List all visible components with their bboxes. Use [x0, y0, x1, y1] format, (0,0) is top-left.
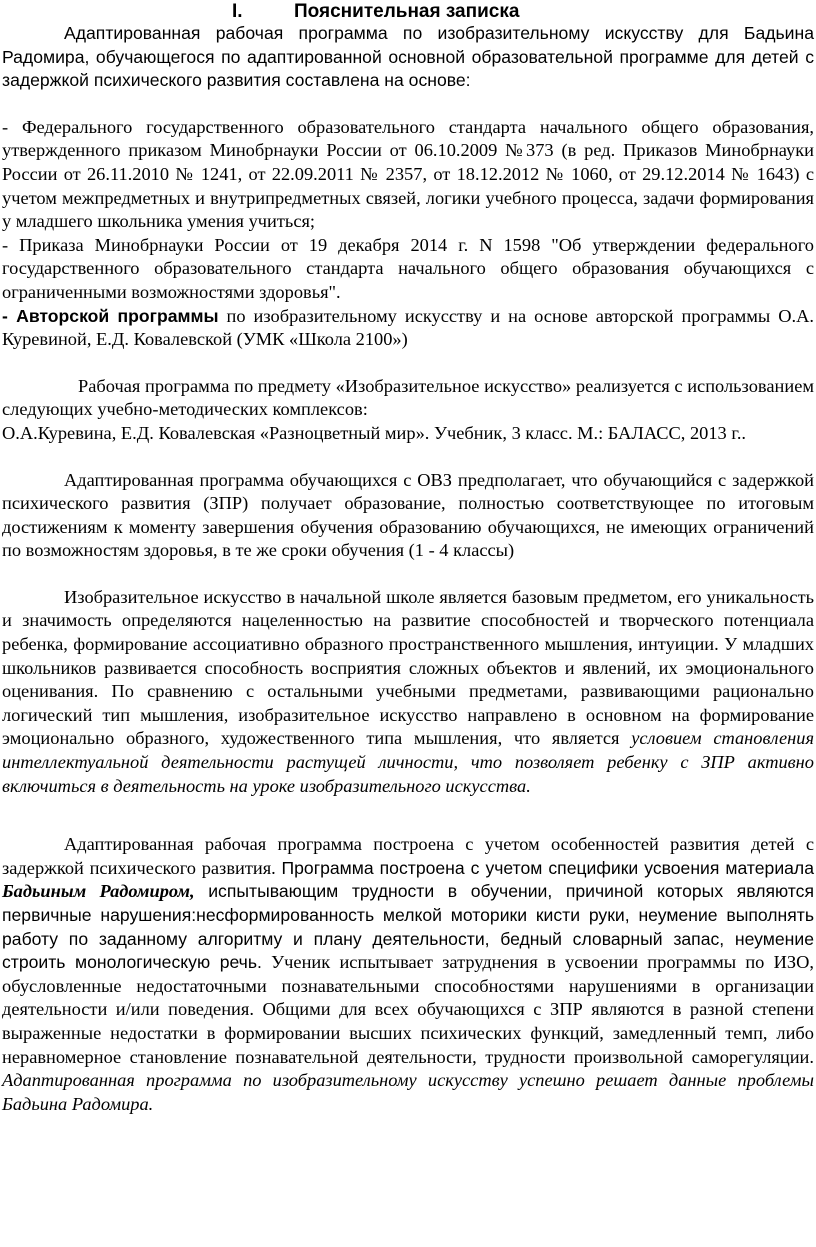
art-paragraph: [2, 586, 814, 798]
intro-paragraph: Адаптированная рабочая программа по изобразительному искусству для Бадьина Радомира, обучающегося по адаптированной основной образовательной программе для детей с задержкой психического развития составлена на основе:: [2, 23, 814, 91]
final-text-4: Ученик испытывает затруднения в усвоении программы по ИЗО, обусловленные недостаточными познавательными способностями нарушениями в организации деятельности и/или поведения. Общими для всех обучающихся с ЗПР являются в разной степени выраженные недостатки в формировании высших психических функций, замедленный темп, либо неравномерное становление познавательной деятельности, трудности произвольной саморегуляции.: [2, 952, 814, 1067]
student-name: Бадьиным Радомиром,: [2, 881, 195, 902]
ovz-paragraph: Адаптированная программа обучающихся с ОВЗ предполагает, что обучающийся с задержкой психического развития (ЗПР) получает образование, полностью соответствующее по итоговым достижениям к моменту завершения обучения образованию обучающихся, не имеющих ограничений по возможностям здоровья, в те же сроки обучения (1 - 4 классы): [2, 469, 814, 561]
author-program-bold: - Авторской программы: [2, 305, 219, 326]
art-italic-text: условием становления интеллектуальной деятельности растущей личности, что позволяет ребенку с ЗПР активно включиться в деятельность на уроке изобразительного искусства.: [2, 728, 814, 796]
final-paragraph: [2, 833, 814, 1116]
author-program-text: по изобразительному искусству и на основе авторской программы О.А. Куревиной, Е.Д. Ковалевской (УМК «Школа 2100»): [2, 305, 814, 350]
final-text-2: Программа построена с учетом специфики усвоения материала: [281, 857, 814, 878]
umk-intro-paragraph: Рабочая программа по предмету «Изобразительное искусство» реализуется с использованием следующих учебно-методических комплексов:: [2, 375, 814, 420]
section-number: I.: [232, 1, 243, 22]
final-text-3: испытывающим трудности в обучении, причиной которых являются первичные нарушения:несформированность мелкой моторики кисти руки, неумение выполнять работу по заданному алгоритму и плану деятельности, бедный словарный запас, неумение строить монологическую речь.: [2, 881, 814, 973]
umk-book-paragraph: О.А.Куревина, Е.Д. Ковалевская «Разноцветный мир». Учебник, 3 класс. М.: БАЛАСС, 2013 г..: [2, 422, 747, 443]
final-text-1: Адаптированная рабочая программа построена с учетом особенностей развития детей с задержкой психического развития.: [2, 834, 814, 878]
final-italic-text: Адаптированная программа по изобразительному искусству успешно решает данные проблемы Бадьина Радомира.: [2, 1070, 814, 1114]
section-title: Пояснительная записка: [294, 1, 520, 22]
section-heading: [2, 0, 814, 22]
art-text: Изобразительное искусство в начальной школе является базовым предметом, его уникальность и значимость определяются нацеленностью на развитие способностей и творческого потенциала ребенка, формирование ассоциативно образного пространственного мышления, интуиции. У младших школьников развивается способность восприятия сложных объектов и явлений, их эмоционального оценивания. По сравнению с остальными учебными предметами, развивающими рационально логический тип мышления, изобразительное искусство направлено в основном на формирование эмоционально образного, художественного типа мышления, что является: [2, 586, 814, 749]
basis-author-paragraph: [2, 305, 814, 352]
basis-order-paragraph: - Приказа Минобрнауки России от 19 декабря 2014 г. N 1598 "Об утверждении федерального государственного образовательного стандарта начального общего образования обучающихся с ограниченными возможностями здоровья".: [2, 234, 814, 302]
basis-fgos-paragraph: - Федерального государственного образовательного стандарта начального общего образования, утвержденного приказом Минобрнауки России от 06.10.2009 №373 (в ред. Приказов Минобрнауки России от 26.11.2010 № 1241, от 22.09.2011 № 2357, от 18.12.2012 № 1060, от 29.12.2014 № 1643) с учетом межпредметных и внутрипредметных связей, логики учебного процесса, задачи формирования у младшего школьника умения учиться;: [2, 116, 814, 232]
